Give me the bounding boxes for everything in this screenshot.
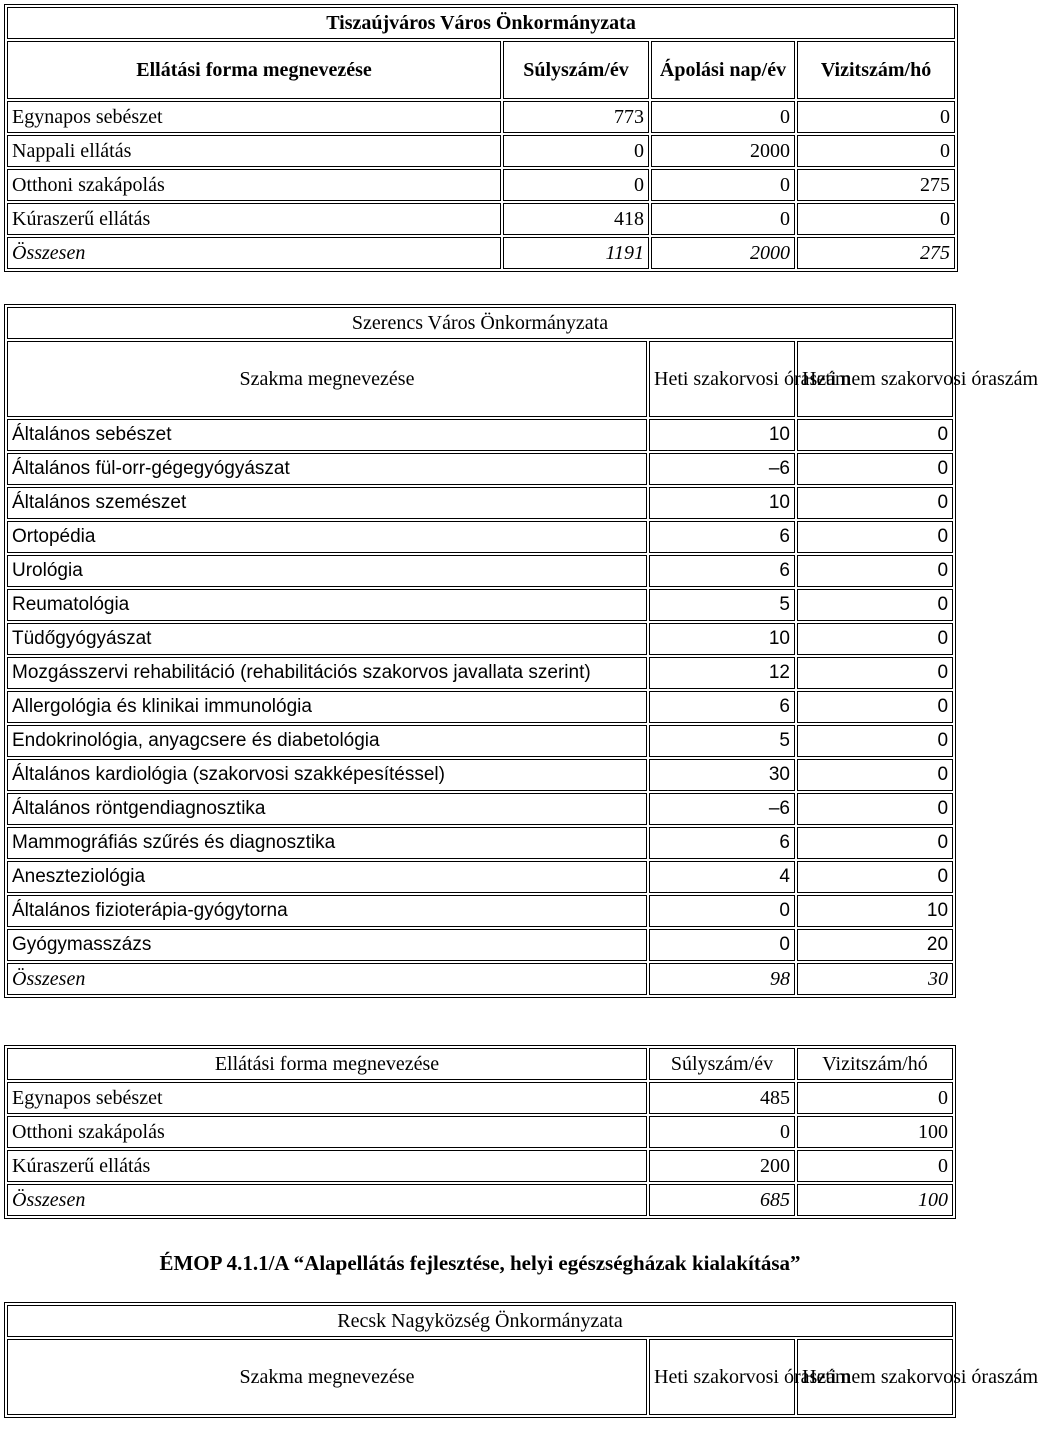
cell-value: 12 [649, 657, 795, 689]
cell-value: 0 [797, 419, 953, 451]
cell-value: 20 [797, 929, 953, 961]
cell-value: 6 [649, 827, 795, 859]
total-value: 100 [797, 1184, 953, 1216]
section-heading: ÉMOP 4.1.1/A “Alapellátás fejlesztése, helyi egészségházak kialakítása” [159, 1251, 801, 1275]
cell-value: 10 [649, 487, 795, 519]
cell-value: 0 [797, 101, 955, 133]
col-header-apolasi-nap: Ápolási nap/év [651, 41, 795, 99]
col-header-heti-szakorvosi: Heti szakorvosi óraszám [649, 1339, 795, 1415]
row-label: Otthoni szakápolás [7, 169, 501, 201]
table-row [7, 135, 955, 167]
cell-value: 0 [797, 487, 953, 519]
table-row [7, 101, 955, 133]
table-row [7, 487, 953, 519]
cell-value: –6 [649, 793, 795, 825]
cell-value: 10 [649, 419, 795, 451]
col-header-vizitszam: Vizitszám/hó [797, 41, 955, 99]
cell-value: 0 [797, 861, 953, 893]
cell-value: 0 [797, 521, 953, 553]
table-row [7, 1116, 953, 1148]
cell-value: 0 [797, 691, 953, 723]
table-row [7, 419, 953, 451]
cell-value: 0 [649, 1116, 795, 1148]
table-row [7, 555, 953, 587]
table-row [7, 759, 953, 791]
row-label: Otthoni szakápolás [7, 1116, 647, 1148]
col-header-sulyszam: Súlyszám/év [649, 1048, 795, 1080]
row-label: Ortopédia [7, 521, 647, 553]
cell-value: 0 [797, 623, 953, 655]
cell-value: 0 [649, 929, 795, 961]
recsk-table [4, 1302, 1038, 1418]
col-header-szakma: Szakma megnevezése [7, 1339, 647, 1415]
cell-value: 0 [651, 101, 795, 133]
row-label: Nappali ellátás [7, 135, 501, 167]
table-row [7, 929, 953, 961]
table-title: Recsk Nagyközség Önkormányzata [7, 1305, 953, 1337]
table-row [7, 623, 953, 655]
cell-value: 10 [649, 623, 795, 655]
total-label: Összesen [7, 1184, 647, 1216]
row-label: Endokrinológia, anyagcsere és diabetológia [7, 725, 647, 757]
table-title: Tiszaújváros Város Önkormányzata [7, 7, 955, 39]
table-row [7, 589, 953, 621]
cell-value: 0 [797, 827, 953, 859]
cell-value: 30 [649, 759, 795, 791]
cell-value: 0 [651, 203, 795, 235]
table-row [7, 1150, 953, 1182]
row-label: Általános szemészet [7, 487, 647, 519]
table-title: Szerencs Város Önkormányzata [7, 307, 953, 339]
cell-value: 5 [649, 589, 795, 621]
row-label: Mammográfiás szűrés és diagnosztika [7, 827, 647, 859]
row-label: Egynapos sebészet [7, 101, 501, 133]
cell-value: 0 [651, 169, 795, 201]
cell-value: 0 [797, 759, 953, 791]
cell-value: 275 [797, 169, 955, 201]
cell-value: 0 [797, 453, 953, 485]
col-header-vizitszam: Vizitszám/hó [797, 1048, 953, 1080]
cell-value: 6 [649, 691, 795, 723]
table-row [7, 203, 955, 235]
cell-value: 0 [797, 135, 955, 167]
row-label: Általános fül-orr-gégegyógyászat [7, 453, 647, 485]
cell-value: 0 [797, 1082, 953, 1114]
total-value: 685 [649, 1184, 795, 1216]
cell-value: 5 [649, 725, 795, 757]
total-row [7, 1184, 953, 1216]
cell-value: 773 [503, 101, 649, 133]
row-label: Tüdőgyógyászat [7, 623, 647, 655]
total-label: Összesen [7, 237, 501, 269]
table-row [7, 169, 955, 201]
table-row [7, 521, 953, 553]
cell-value: 418 [503, 203, 649, 235]
total-value: 1191 [503, 237, 649, 269]
row-label: Általános kardiológia (szakorvosi szakképesítéssel) [7, 759, 647, 791]
row-label: Kúraszerű ellátás [7, 203, 501, 235]
cell-value: 6 [649, 521, 795, 553]
tiszaujvaros-table [4, 4, 958, 272]
cell-number: 6 [779, 798, 790, 819]
col-header-ellatasi-forma: Ellátási forma megnevezése [7, 1048, 647, 1080]
cell-value: 0 [797, 725, 953, 757]
cell-value: 0 [797, 203, 955, 235]
row-label: Mozgásszervi rehabilitáció (rehabilitációs szakorvos javallata szerint) [7, 657, 647, 689]
col-header-heti-nem-szakorvosi: Heti nem szakorvosi óraszám [797, 341, 953, 417]
cell-value: 0 [797, 589, 953, 621]
table-row [7, 725, 953, 757]
cell-value: –6 [649, 453, 795, 485]
cell-value: 200 [649, 1150, 795, 1182]
total-row [7, 237, 955, 269]
cell-value: 6 [649, 555, 795, 587]
table-row [7, 861, 953, 893]
row-label: Általános röntgendiagnosztika [7, 793, 647, 825]
col-header-sulyszam: Súlyszám/év [503, 41, 649, 99]
cell-value: 0 [797, 1150, 953, 1182]
col-header-ellatasi-forma: Ellátási forma megnevezése [7, 41, 501, 99]
cell-number: 6 [779, 458, 790, 479]
table-row [7, 1082, 953, 1114]
table-row [7, 453, 953, 485]
total-value: 98 [649, 963, 795, 995]
row-label: Reumatológia [7, 589, 647, 621]
table-row [7, 895, 953, 927]
row-label: Kúraszerű ellátás [7, 1150, 647, 1182]
col-header-szakma: Szakma megnevezése [7, 341, 647, 417]
row-label: Aneszteziológia [7, 861, 647, 893]
table-row [7, 793, 953, 825]
row-label: Allergológia és klinikai immunológia [7, 691, 647, 723]
total-row [7, 963, 953, 995]
cell-value: 2000 [651, 135, 795, 167]
row-label: Egynapos sebészet [7, 1082, 647, 1114]
col-header-heti-szakorvosi: Heti szakorvosi óraszám [649, 341, 795, 417]
cell-value: 10 [797, 895, 953, 927]
cell-value: 0 [649, 895, 795, 927]
cell-value: 0 [503, 169, 649, 201]
cell-value: 485 [649, 1082, 795, 1114]
ellatasi-forma-table [4, 1045, 956, 1219]
row-label: Gyógymasszázs [7, 929, 647, 961]
col-header-heti-nem-szakorvosi: Heti nem szakorvosi óraszám [797, 1339, 953, 1415]
table-row [7, 657, 953, 689]
total-value: 2000 [651, 237, 795, 269]
row-label: Urológia [7, 555, 647, 587]
cell-value: 4 [649, 861, 795, 893]
total-value: 275 [797, 237, 955, 269]
szerencs-table [4, 304, 1038, 998]
cell-value: 0 [503, 135, 649, 167]
cell-value: 0 [797, 657, 953, 689]
row-label: Általános sebészet [7, 419, 647, 451]
cell-value: 0 [797, 555, 953, 587]
table-row [7, 691, 953, 723]
table-row [7, 827, 953, 859]
total-value: 30 [797, 963, 953, 995]
row-label: Általános fizioterápia-gyógytorna [7, 895, 647, 927]
total-label: Összesen [7, 963, 647, 995]
cell-value: 0 [797, 793, 953, 825]
cell-value: 100 [797, 1116, 953, 1148]
